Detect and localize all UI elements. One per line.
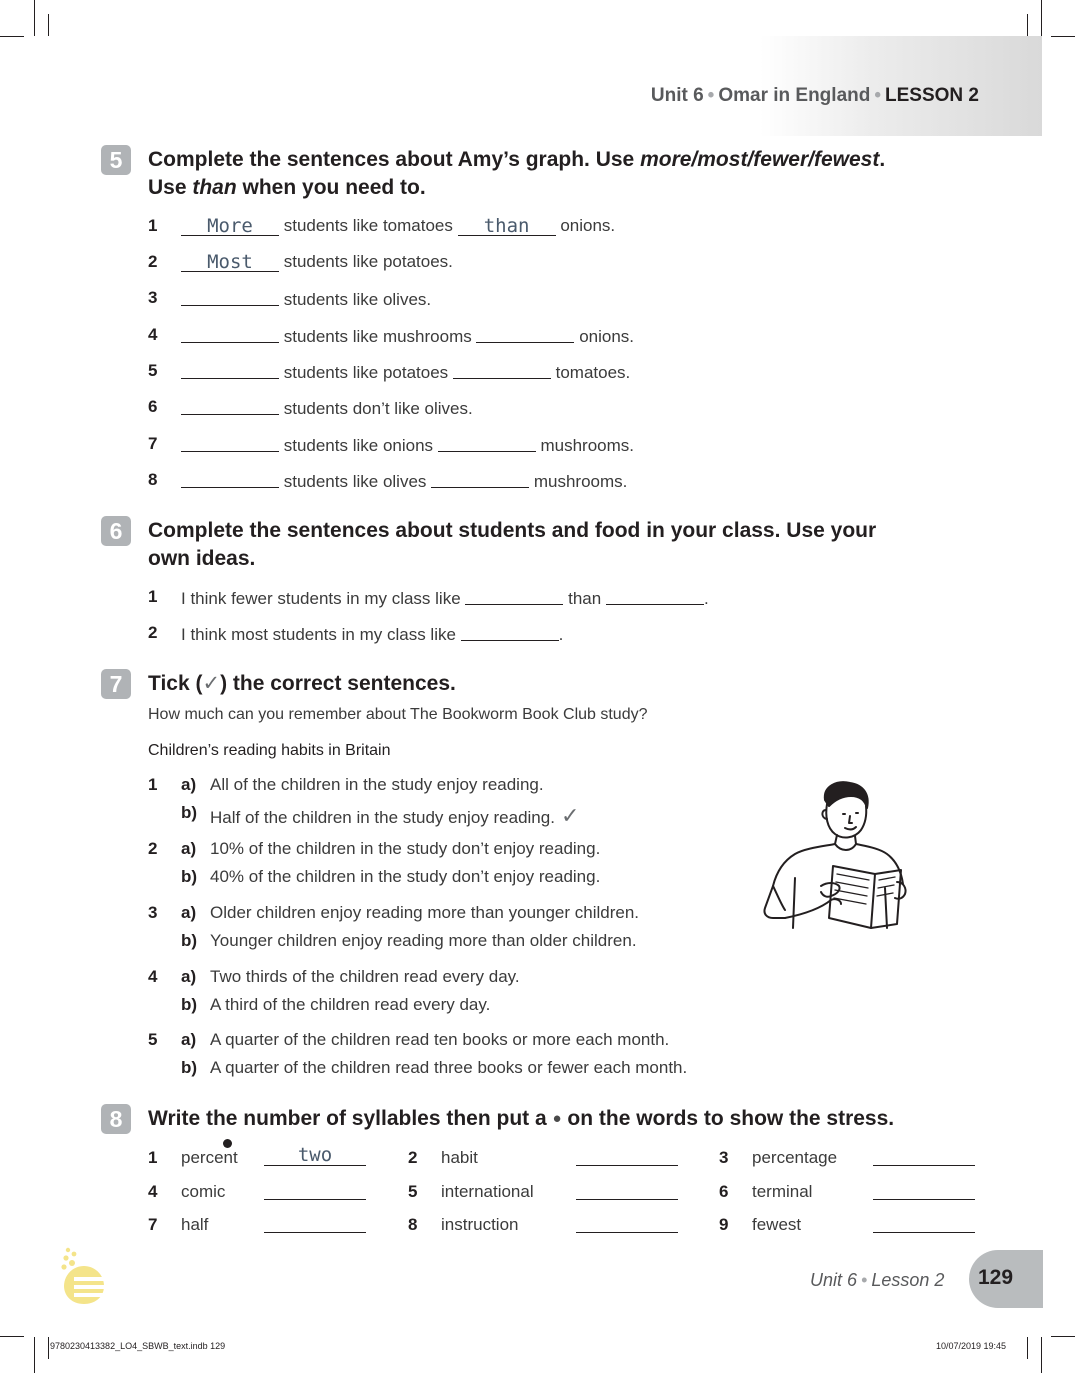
print-info-file: 9780230413382_LO4_SBWB_text.indb 129 [50, 1341, 226, 1351]
exercise-7-item-number: 5 [148, 1030, 158, 1049]
crop-mark [1051, 1336, 1075, 1337]
syllable-item-number: 3 [719, 1148, 729, 1167]
exercise-7-item-number: 3 [148, 903, 158, 922]
crop-mark [1027, 1337, 1028, 1359]
answer-blank[interactable] [181, 470, 279, 488]
answer-blank[interactable] [181, 434, 279, 452]
publisher-logo [60, 1246, 106, 1306]
exercise-7-instruction: Tick (✓) the correct sentences. [148, 672, 456, 695]
exercise-7-item-number: 1 [148, 775, 158, 794]
syllable-word[interactable]: comic [181, 1182, 226, 1201]
answer-blank[interactable] [438, 434, 536, 452]
syllable-answer-blank[interactable]: two [264, 1146, 366, 1166]
tick-mark: ✓ [560, 803, 580, 828]
answer-blank[interactable] [181, 361, 279, 379]
crop-mark [1027, 14, 1028, 36]
crop-mark [1051, 36, 1075, 37]
option-a-text[interactable]: A quarter of the children read ten books or more each month. [210, 1030, 670, 1049]
answer-blank[interactable] [181, 288, 279, 306]
option-label-b: b) [181, 867, 198, 886]
option-label-a: a) [181, 967, 197, 986]
exercise-7-subheading: Children’s reading habits in Britain [148, 742, 391, 759]
crop-mark [48, 1337, 49, 1359]
answer-blank[interactable]: than [458, 218, 556, 236]
exercise-7-item-number: 4 [148, 967, 158, 986]
stress-dot-marker [223, 1139, 232, 1148]
header-title: Omar in England [718, 85, 871, 106]
syllable-word[interactable]: percentage [752, 1148, 838, 1167]
option-label-a: a) [181, 903, 197, 922]
syllable-answer-blank[interactable] [264, 1180, 366, 1200]
option-b-text[interactable]: Half of the children in the study enjoy reading. ✓ [210, 803, 580, 828]
answer-blank[interactable]: Most [181, 254, 279, 272]
syllable-answer-blank[interactable] [873, 1213, 975, 1233]
exercise-number-badge: 5 [101, 145, 131, 175]
crop-mark [0, 1336, 24, 1337]
syllable-item-number: 8 [408, 1215, 418, 1234]
option-label-b: b) [181, 1058, 198, 1077]
answer-blank[interactable] [476, 325, 574, 343]
footer-label: Unit 6 • Lesson 2 [810, 1270, 945, 1290]
crop-mark [34, 0, 35, 36]
syllable-item-number: 9 [719, 1215, 729, 1234]
crop-mark [0, 36, 24, 37]
option-b-text[interactable]: A third of the children read every day. [210, 995, 491, 1014]
syllable-item-number: 2 [408, 1148, 418, 1167]
syllable-word[interactable]: percent [181, 1148, 238, 1167]
exercise-number-badge: 8 [101, 1104, 131, 1134]
answer-blank[interactable] [181, 325, 279, 343]
page-header: Unit 6 • Omar in England • LESSON 2 [650, 85, 979, 106]
syllable-answer-blank[interactable] [576, 1213, 678, 1233]
exercise-5-instruction: Complete the sentences about Amy’s graph. Use more/most/fewer/fewest. Use than when you need to. [148, 148, 886, 199]
option-a-text[interactable]: Older children enjoy reading more than younger children. [210, 903, 640, 922]
syllable-answer-blank[interactable] [873, 1146, 975, 1166]
exercise-number-badge: 6 [101, 516, 131, 546]
answer-blank[interactable] [461, 623, 559, 641]
syllable-answer-blank[interactable] [576, 1180, 678, 1200]
syllable-answer-blank[interactable] [576, 1146, 678, 1166]
option-label-a: a) [181, 775, 197, 794]
option-b-text[interactable]: A quarter of the children read three books or fewer each month. [210, 1058, 688, 1077]
syllable-item-number: 1 [148, 1148, 158, 1167]
syllable-item-number: 4 [148, 1182, 158, 1201]
syllable-word[interactable]: habit [441, 1148, 478, 1167]
answer-blank[interactable] [181, 397, 279, 415]
crop-mark [48, 14, 49, 36]
answer-blank[interactable] [453, 361, 551, 379]
exercise-7-question: How much can you remember about The Bookworm Book Club study? [148, 706, 648, 723]
crop-mark [1041, 1337, 1042, 1373]
syllable-word[interactable]: instruction [441, 1215, 519, 1234]
syllable-word[interactable]: half [181, 1215, 209, 1234]
answer-blank[interactable] [465, 587, 563, 605]
option-label-b: b) [181, 995, 198, 1014]
syllable-answer-blank[interactable] [264, 1213, 366, 1233]
option-label-a: a) [181, 839, 197, 858]
boy-reading-illustration [755, 778, 910, 930]
syllable-answer-blank[interactable] [873, 1180, 975, 1200]
syllable-word[interactable]: terminal [752, 1182, 813, 1201]
option-a-text[interactable]: Two thirds of the children read every day. [210, 967, 520, 986]
header-lesson: LESSON 2 [885, 85, 979, 106]
crop-mark [34, 1337, 35, 1373]
print-info-date: 10/07/2019 19:45 [936, 1341, 1007, 1351]
answer-blank[interactable]: More [181, 218, 279, 236]
option-b-text[interactable]: Younger children enjoy reading more than older children. [210, 931, 637, 950]
syllable-item-number: 7 [148, 1215, 158, 1234]
crop-mark [1041, 0, 1042, 36]
page-number: 129 [978, 1266, 1014, 1289]
option-a-text[interactable]: All of the children in the study enjoy reading. [210, 775, 544, 794]
header-unit: Unit 6 [650, 85, 704, 106]
option-a-text[interactable]: 10% of the children in the study don’t enjoy reading. [210, 839, 601, 858]
syllable-word[interactable]: international [441, 1182, 534, 1201]
syllable-word[interactable]: fewest [752, 1215, 802, 1234]
option-b-text[interactable]: 40% of the children in the study don’t enjoy reading. [210, 867, 601, 886]
exercise-number-badge: 7 [101, 669, 131, 699]
exercise-6-instruction: Complete the sentences about students and food in your class. Use your own ideas. [148, 519, 877, 570]
syllable-item-number: 5 [408, 1182, 418, 1201]
exercise-7-item-number: 2 [148, 839, 158, 858]
syllable-item-number: 6 [719, 1182, 729, 1201]
option-label-a: a) [181, 1030, 197, 1049]
option-label-b: b) [181, 931, 198, 950]
exercise-8-instruction: Write the number of syllables then put a ● on the words to show the stress. [148, 1107, 895, 1130]
option-label-b: b) [181, 803, 198, 822]
answer-blank[interactable] [606, 587, 704, 605]
answer-blank[interactable] [431, 470, 529, 488]
